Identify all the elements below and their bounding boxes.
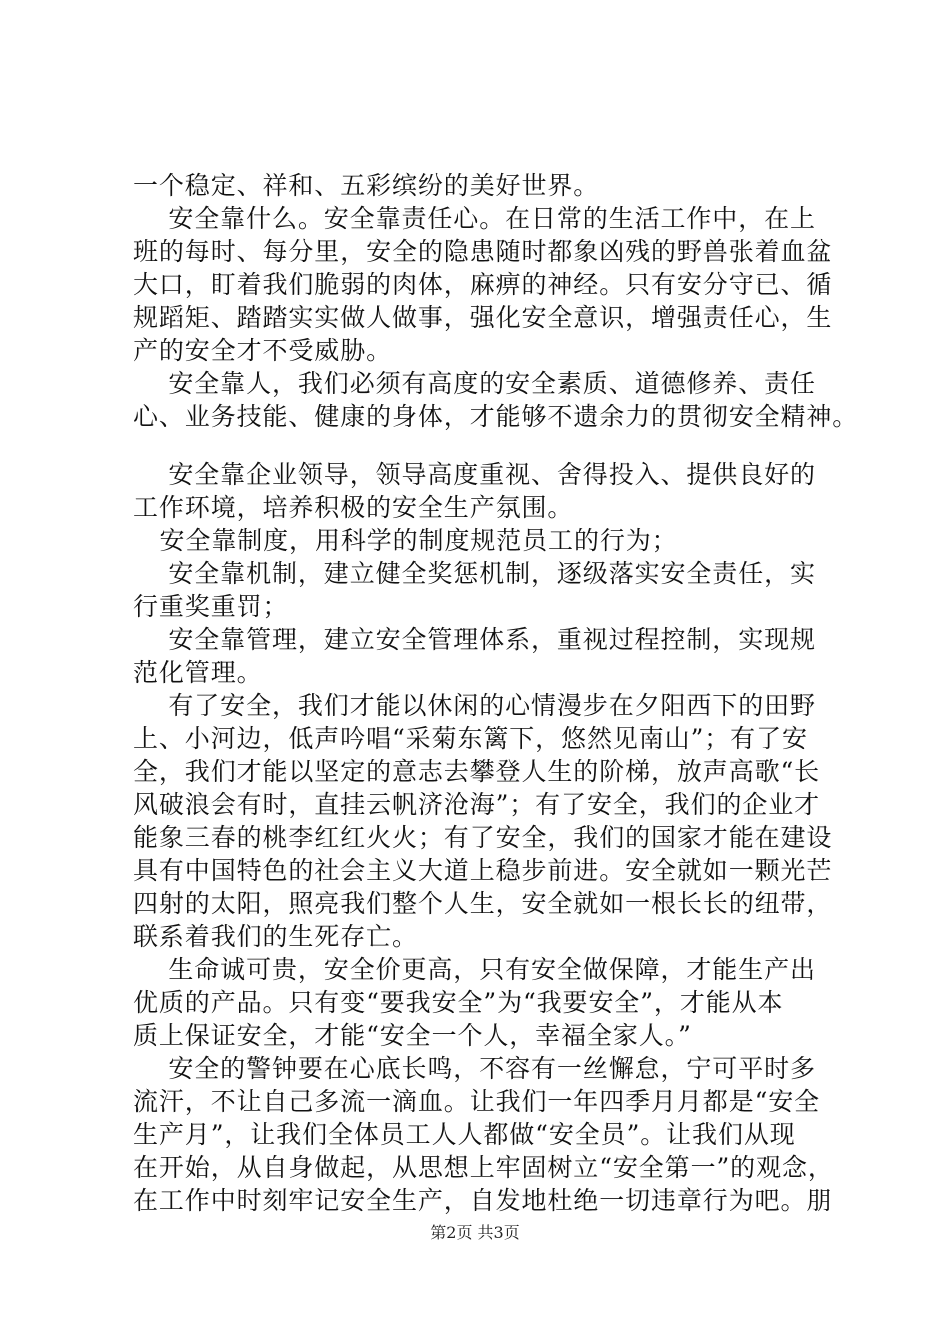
text-line: 产的安全才不受威胁。 bbox=[133, 336, 393, 365]
text-line: 班的每时、每分里，安全的隐患随时都象凶残的野兽张着血盆 bbox=[133, 237, 833, 266]
text-line: 安全靠企业领导，领导高度重视、舍得投入、提供良好的 bbox=[133, 460, 816, 489]
text-line: 安全靠什么。安全靠责任心。在日常的生活工作中，在上 bbox=[133, 204, 816, 233]
text-line: 具有中国特色的社会主义大道上稳步前进。安全就如一颗光芒 bbox=[133, 856, 833, 885]
text-line: 行重奖重罚； bbox=[133, 592, 289, 621]
text-line: 规蹈矩、踏踏实实做人做事，强化安全意识，增强责任心，生 bbox=[133, 303, 833, 332]
text-line: 工作环境，培养积极的安全生产氛围。 bbox=[133, 493, 574, 522]
text-line: 优质的产品。只有变“要我安全”为“我要安全”，才能从本 bbox=[133, 988, 784, 1017]
page-number-footer: 第2页 共3页 bbox=[430, 1223, 520, 1242]
text-line: 安全靠人，我们必须有高度的安全素质、道德修养、责任 bbox=[133, 369, 816, 398]
text-line: 能象三春的桃李红红火火；有了安全，我们的国家才能在建设 bbox=[133, 823, 833, 852]
text-line: 风破浪会有时，直挂云帆济沧海”；有了安全，我们的企业才 bbox=[133, 790, 821, 819]
text-line: 生产月”，让我们全体员工人人都做“安全员”。让我们从现 bbox=[133, 1120, 796, 1149]
text-line: 联系着我们的生死存亡。 bbox=[133, 922, 418, 951]
text-line: 大口，盯着我们脆弱的肉体，麻痹的神经。只有安分守已、循 bbox=[133, 270, 833, 299]
text-line: 上、小河边，低声吟唱“采菊东篱下，悠然见南山”；有了安 bbox=[133, 724, 808, 753]
text-line: 心、业务技能、健康的身体，才能够不遗余力的贯彻安全精神。 bbox=[133, 402, 859, 431]
text-line: 有了安全，我们才能以休闲的心情漫步在夕阳西下的田野 bbox=[133, 691, 816, 720]
text-line: 全，我们才能以坚定的意志去攀登人生的阶梯，放声高歌“长 bbox=[133, 757, 821, 786]
text-line: 安全靠制度，用科学的制度规范员工的行为； bbox=[133, 526, 678, 555]
text-line: 流汗，不让自己多流一滴血。让我们一年四季月月都是“安全 bbox=[133, 1087, 821, 1116]
text-line: 安全的警钟要在心底长鸣，不容有一丝懈怠，宁可平时多 bbox=[133, 1054, 816, 1083]
text-line: 四射的太阳，照亮我们整个人生，安全就如一根长长的纽带， bbox=[133, 889, 833, 918]
text-line: 生命诚可贵，安全价更高，只有安全做保障，才能生产出 bbox=[133, 955, 816, 984]
text-line: 一个稳定、祥和、五彩缤纷的美好世界。 bbox=[133, 171, 600, 200]
text-line: 安全靠机制，建立健全奖惩机制，逐级落实安全责任，实 bbox=[133, 559, 816, 588]
text-line: 范化管理。 bbox=[133, 658, 263, 687]
text-line: 在开始，从自身做起，从思想上牢固树立“安全第一”的观念， bbox=[133, 1153, 834, 1182]
text-line: 安全靠管理，建立安全管理体系，重视过程控制，实现规 bbox=[133, 625, 816, 654]
text-line: 在工作中时刻牢记安全生产，自发地杜绝一切违章行为吧。朋 bbox=[133, 1186, 833, 1215]
text-line: 质上保证安全，才能“安全一个人，幸福全家人。” bbox=[133, 1021, 692, 1050]
